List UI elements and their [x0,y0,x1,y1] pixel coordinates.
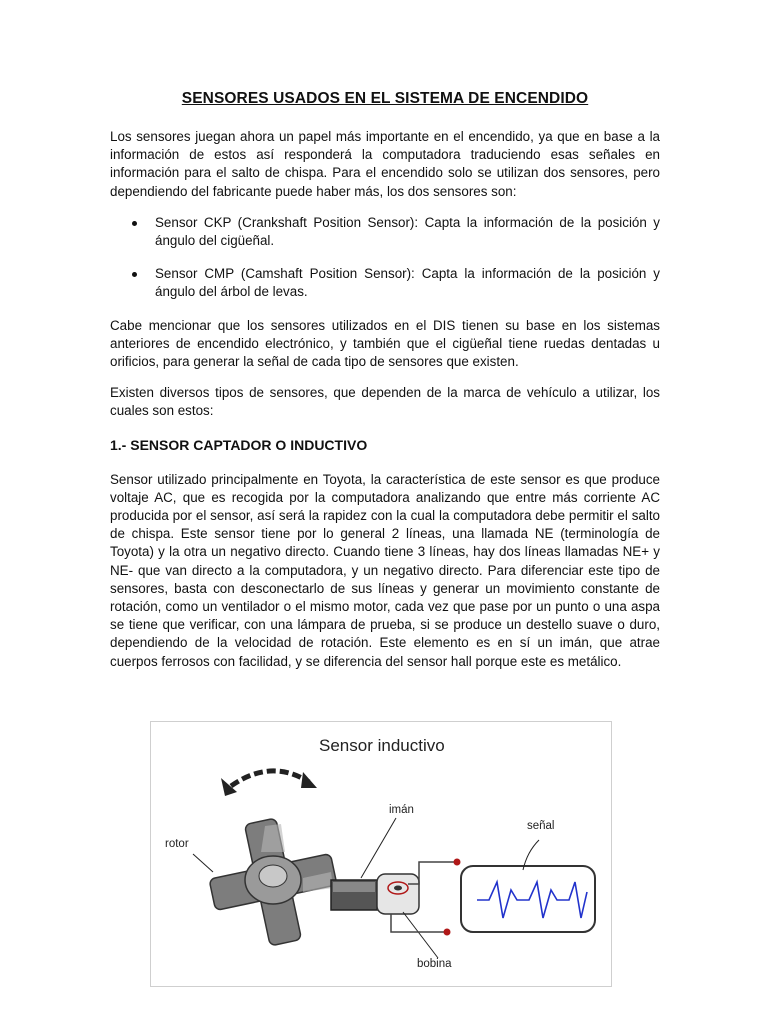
dis-paragraph: Cabe mencionar que los sensores utilizados en el DIS tienen su base en los sistemas anteriores de encendido electrónico, y también que el cigüeñal tiene ruedas dentadas u orificios, para generar la señal de cada tipo de sensores que existen. [110,317,660,370]
sensor-diagram [151,722,611,986]
figure-title: Sensor inductivo [319,736,445,755]
inductive-sensor-figure [150,721,612,987]
bobina-label: bobina [417,958,452,970]
iman-label: imán [389,804,414,816]
oscilloscope-icon [461,866,595,932]
intro-paragraph: Los sensores juegan ahora un papel más importante en el encendido, ya que en base a la información de estos así responderá la computadora traduciendo esas señales en información para el salto de chispa. Para el encendido solo se utilizan dos sensores, pero dependiendo del fabricante puede haber más, los dos sensores son: [110,129,660,199]
bullet-icon [132,221,137,226]
types-paragraph: Existen diversos tipos de sensores, que dependen de la marca de vehículo a utilizar, los cuales son estos: [110,385,660,419]
wire-terminal-icon [444,929,451,936]
section-heading: 1.- SENSOR CAPTADOR O INDUCTIVO [110,436,368,453]
wire-terminal-icon [454,859,461,866]
sensor-list [110,214,660,302]
bullet-icon [132,272,137,277]
document-title: SENSORES USADOS EN EL SISTEMA DE ENCENDIDO [181,90,589,107]
rotor-icon [209,818,337,946]
list-item-text: Sensor CKP (Crankshaft Position Sensor): Capta la información de la posición y ángulo del cigüeñal. [155,214,660,249]
rotation-arrow-icon [221,771,317,796]
rotor-label: rotor [165,838,189,850]
list-item-text: Sensor CMP (Camshaft Position Sensor): Capta la información de la posición y ángulo del árbol de levas. [155,266,660,300]
magnet-icon [331,874,419,914]
senal-label: señal [527,820,555,832]
list-item [110,214,660,250]
section-body: Sensor utilizado principalmente en Toyota, la característica de este sensor es que produce voltaje AC, que es recogida por la computadora analizando que entre más corriente AC producida por el sensor, así será la rapidez con la cual la computadora debe permitir el salto de chispa. Este sensor tiene por lo general 2 líneas, una llamada NE (terminología de Toyota) y la otra un negativo directo. Cuando tiene 3 líneas, hay dos líneas llamadas NE+ y NE- que van directo a la computadora, y un negativo directo. Para diferenciar este tipo de sensores, basta con desconectarlo de sus líneas y generar un movimiento constante de rotación, como un ventilador o el mismo motor, cada vez que pase por un punto o una aspa se tiene que verificar, con una lámpara de prueba, si se produce un destello suave o duro, dependiendo de la velocidad de rotación. Este elemento es en sí un imán, que atrae cuerpos ferrosos con facilidad, y se diferencia del sensor hall porque este es metálico. [110,471,660,669]
list-item [110,265,660,301]
document-page [110,90,660,671]
